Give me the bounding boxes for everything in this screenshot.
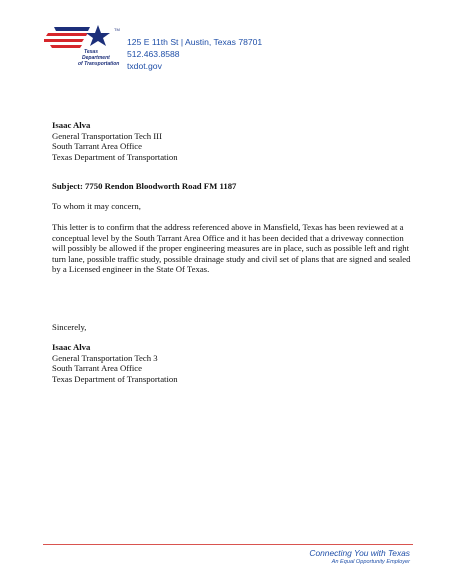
signature-title: General Transportation Tech 3 [52, 352, 158, 363]
logo-line2: Department [82, 55, 110, 61]
recipient-organization: Texas Department of Transportation [52, 151, 178, 162]
signature-office: South Tarrant Area Office [52, 363, 143, 374]
footer-tagline: Connecting You with Texas [309, 548, 410, 558]
letterhead-website[interactable]: txdot.gov [127, 61, 162, 71]
recipient-name: Isaac Alva [52, 120, 91, 130]
logo-trademark: TM [114, 27, 120, 32]
body-paragraph: This letter is to confirm that the address referenced above in Mansfield, Texas has been reviewed at a conceptual level by the South Tarrant Area Office and it has been decided that a driveway connection will possibly be allowed if the proper engineering measures are in place, such as possible left and right turn lane, possible traffic study, possible drainage study and civil set of plans that are signed and sealed by a Licensed engineer in the State Of Texas. [52, 222, 411, 275]
footer-eoe: An Equal Opportunity Employer [331, 559, 410, 565]
txdot-flag-star-icon [44, 25, 126, 73]
letterhead-contact [127, 36, 262, 72]
subject-line: Subject: 7750 Rendon Bloodworth Road FM 1187 [52, 181, 237, 191]
signature-name: Isaac Alva [52, 342, 91, 352]
txdot-logo [44, 25, 126, 73]
footer-divider [43, 544, 413, 545]
signature-block [52, 342, 178, 384]
recipient-office: South Tarrant Area Office [52, 141, 143, 152]
letterhead-address-line: 125 E 11th St | Austin, Texas 78701 [127, 37, 263, 47]
logo-line3: of Transportation [78, 61, 120, 67]
logo-line1: Texas [84, 49, 98, 55]
letterhead-phone: 512.463.8588 [127, 49, 180, 59]
recipient-block [52, 120, 178, 162]
closing: Sincerely, [52, 322, 87, 332]
salutation: To whom it may concern, [52, 201, 141, 211]
signature-organization: Texas Department of Transportation [52, 373, 178, 384]
recipient-title: General Transportation Tech III [52, 130, 162, 141]
